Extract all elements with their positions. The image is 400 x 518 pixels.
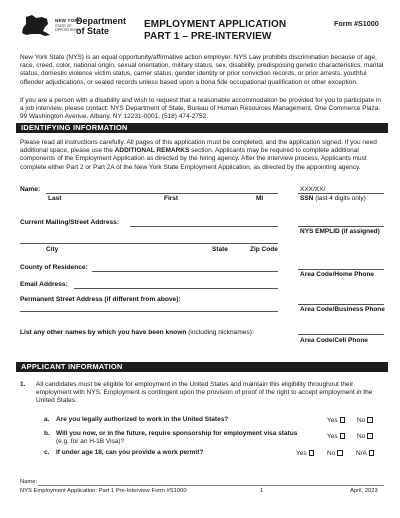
logo-opportunity-text: STATE OF OPPORTUNITY — [55, 24, 81, 32]
question-c-letter: c. — [44, 449, 50, 456]
item-1-number: 1. — [20, 381, 26, 388]
identifying-information-heading: IDENTIFYING INFORMATION — [16, 123, 388, 133]
question-a-yes-checkbox[interactable] — [340, 417, 346, 423]
form-subtitle: PART 1 – PRE-INTERVIEW — [144, 31, 272, 42]
footer-date: April, 2023 — [350, 488, 378, 494]
cell-phone-caption: Area Code/Cell Phone — [300, 337, 368, 344]
email-field[interactable] — [74, 288, 278, 289]
logo-department-text: Department of State — [76, 16, 127, 36]
state-caption: State — [212, 246, 228, 253]
form-title: EMPLOYMENT APPLICATION — [144, 19, 287, 30]
question-b-text: Will you now, or in the future, require sponsorship for employment visa status (e.g. for an H-1B Visa)? — [56, 430, 298, 445]
ssn-caption: SSN (last 4 digits only) — [300, 195, 366, 202]
question-a-text: Are you legally authorized to work in the United States? — [56, 416, 229, 423]
nys-dos-logo — [20, 14, 127, 40]
emplid-caption: NYS EMPLID (if assigned) — [300, 228, 380, 235]
question-c-yes-option[interactable]: Yes — [296, 450, 314, 457]
emplid-field[interactable] — [298, 226, 384, 227]
name-label: Name: — [20, 186, 41, 193]
name-mi-caption: MI — [256, 195, 264, 202]
county-label: County of Residence: — [20, 264, 88, 271]
footer-name-label: Name: — [20, 479, 38, 485]
question-c-na-option[interactable]: N/A — [356, 450, 374, 457]
question-c-text: If under age 18, can you provide a work permit? — [56, 449, 204, 456]
new-york-state-map-icon — [20, 14, 52, 38]
business-phone-field[interactable] — [298, 304, 384, 305]
name-last-caption: Last — [48, 195, 62, 202]
ssn-field[interactable] — [298, 193, 384, 194]
question-a-no-option[interactable]: No — [357, 417, 373, 424]
question-c-no-option[interactable]: No — [327, 450, 343, 457]
question-b-no-checkbox[interactable] — [367, 433, 373, 439]
footer-name-field[interactable] — [38, 485, 384, 486]
item-1-text: All candidates must be eligible for employment in the United States and maintain this eligibility throughout their employment with NYS. Employment is contingent upon the provision of proof of the right to accept employment in the United States. — [36, 381, 373, 404]
accommodation-statement: If you are a person with a disability and wish to request that a reasonable accommodation be provided for you to participate in a job interview, please contact: NYS Department of State, Bureau of Human Resources Management, One Commerce Plaza, 99 Washington Avenue, Albany, NY 12231-0001, (518) 474-2752. — [20, 97, 381, 121]
ssn-prefix: XXX/XX/ — [300, 186, 326, 193]
logo-new-york-text: NEW YORK — [55, 18, 82, 23]
other-names-label: List any other names by which you have been known (including nicknames): — [20, 329, 254, 336]
city-state-zip-field[interactable] — [20, 243, 278, 244]
business-phone-caption: Area Code/Business Phone — [300, 306, 385, 313]
permanent-address-field[interactable] — [20, 311, 278, 312]
question-b-yes-option[interactable]: Yes — [327, 433, 345, 440]
mailing-address-field[interactable] — [130, 226, 278, 227]
home-phone-caption: Area Code/Home Phone — [300, 271, 375, 278]
name-first-caption: First — [164, 195, 179, 202]
name-field[interactable] — [46, 193, 278, 194]
question-a-no-checkbox[interactable] — [367, 417, 373, 423]
applicant-information-heading: APPLICANT INFORMATION — [16, 362, 388, 372]
question-c-yes-checkbox[interactable] — [309, 450, 315, 456]
eeo-statement: New York State (NYS) is an equal opportunity/affirmative action employer. NYS Law prohibits discrimination because of age, race, creed, color, national origin, sexual orientation, military status, sex, disability, predisposing genetic characteristics, marital status, domestic violence victim status, carrier status, gender identity or prior conviction records, or prior arrests, youthful offender adjudications, or sealed records unless based upon a bona fide occupational qualification or other exception. — [20, 54, 384, 86]
question-b-no-option[interactable]: No — [357, 433, 373, 440]
question-b-letter: b. — [44, 430, 50, 437]
home-phone-field[interactable] — [298, 269, 384, 270]
question-c-na-checkbox[interactable] — [369, 450, 375, 456]
question-a-yes-option[interactable]: Yes — [327, 417, 345, 424]
question-c-no-checkbox[interactable] — [337, 450, 343, 456]
mailing-address-label: Current Mailing/Street Address: — [20, 219, 120, 226]
footer-form-title: NYS Employment Application: Part 1 Pre-Interview Form #S1000 — [20, 488, 187, 494]
form-number: Form #S1000 — [334, 19, 379, 28]
question-a-letter: a. — [44, 416, 50, 423]
email-label: Email Address: — [20, 281, 68, 288]
identifying-instructions: Please read all instructions carefully. All pages of this application must be completed, and the application signed. If you need additional space, please use the ADDITIONAL REMARKS section. Applicants may be required to complete additional components of the Employment Application as directed by the hiring agency. After the interview process, Applicants must complete either Part 2 or Part 2A of the New York State Employment Application, as directed by the appointing agency. — [20, 139, 377, 171]
permanent-address-label: Permanent Street Address (if different from above): — [20, 296, 181, 303]
footer-page-number: 1 — [260, 488, 264, 494]
city-caption: City — [46, 246, 59, 253]
cell-phone-field[interactable] — [298, 334, 384, 335]
county-field[interactable] — [92, 271, 278, 272]
question-b-yes-checkbox[interactable] — [340, 433, 346, 439]
zip-caption: Zip Code — [250, 246, 278, 253]
